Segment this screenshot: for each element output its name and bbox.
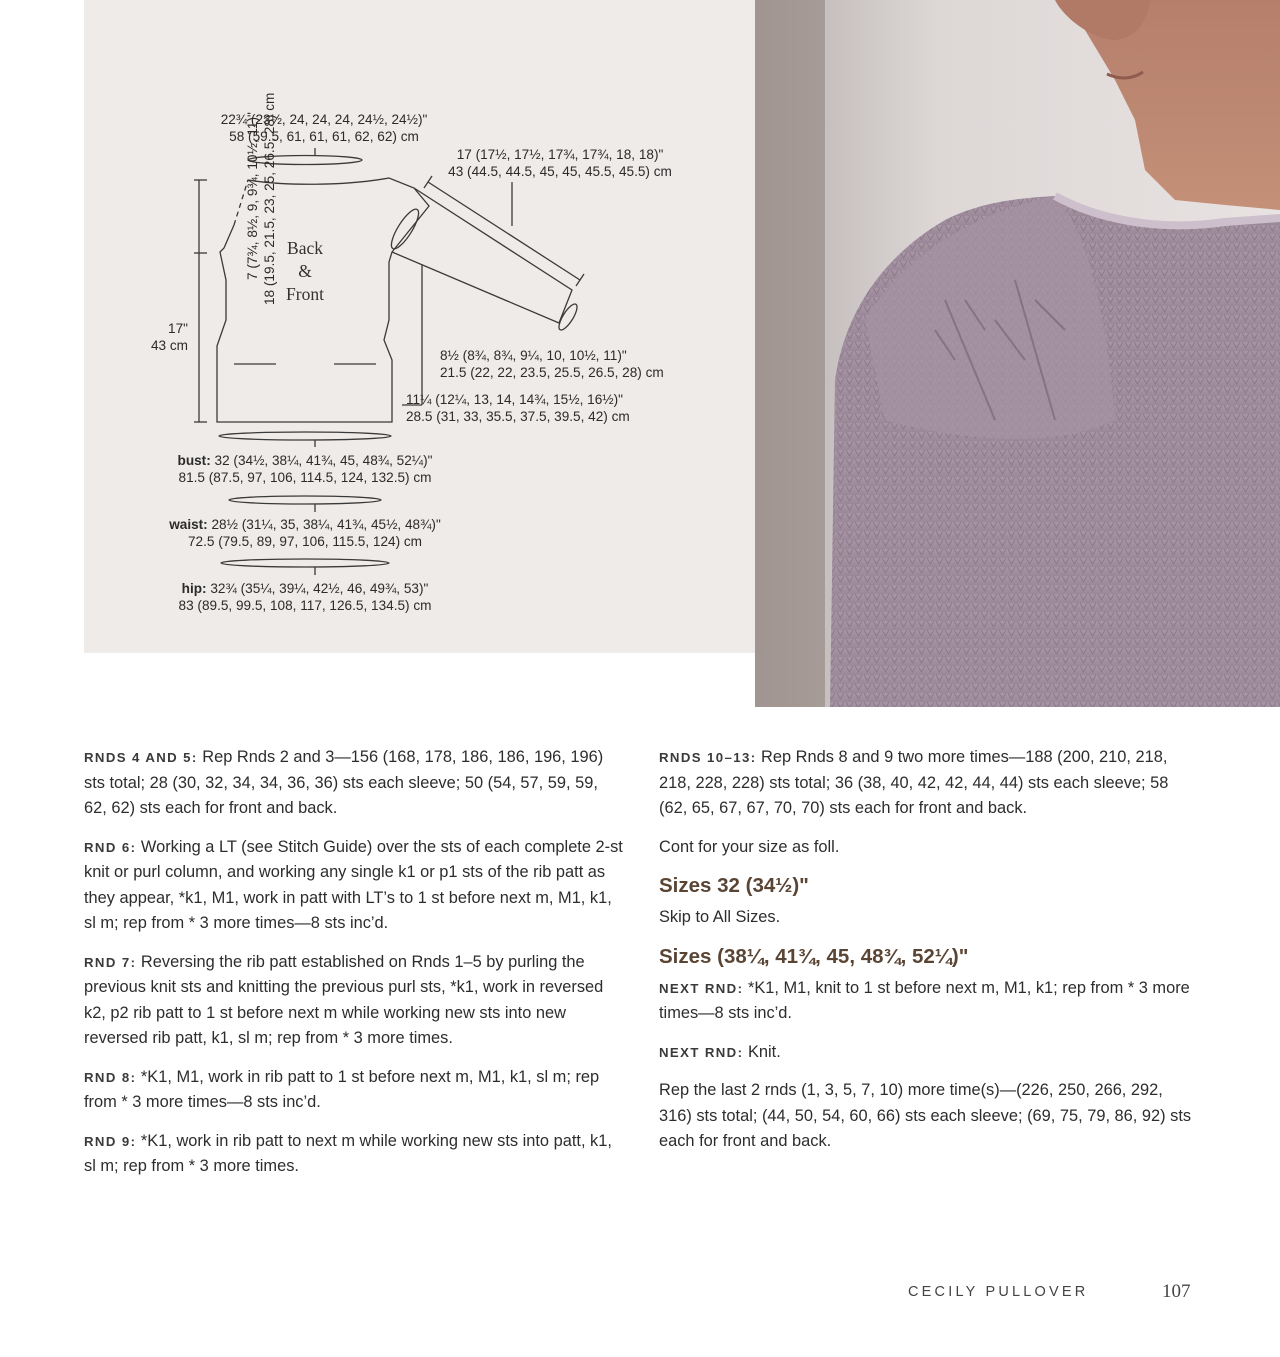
- upper-arm-measure-label: [406, 391, 630, 425]
- body-length-cm: 43 cm: [150, 338, 188, 353]
- back-and-front-label: [270, 237, 340, 306]
- rnd-9-text: *K1, work in rib patt to next m while working new sts into patt, k1, sl m; rep from * 3 more times.: [84, 1131, 612, 1175]
- back-label: Back: [287, 238, 323, 258]
- bust-measure-label: [140, 452, 470, 486]
- page-number: 107: [1162, 1281, 1191, 1302]
- sweater-photo-illustration: [755, 0, 1280, 707]
- hip-measure-label: [140, 580, 470, 614]
- bust-measure-cm: 81.5 (87.5, 97, 106, 114.5, 124, 132.5) cm: [178, 470, 432, 485]
- rnd-8-label: RND 8:: [84, 1069, 137, 1085]
- rnd-7-text: Reversing the rib patt established on Rnds 1–5 by purling the previous knit sts and knitting the previous purl sts, *k1, work in reversed k2, p2 rib patt to 1 st before next m while working new sts into new reversed rib patt, k1, sl m; rep from * 3 more times.: [84, 952, 604, 1047]
- waist-label: waist:: [169, 517, 208, 532]
- waist-measure-label: [140, 516, 470, 550]
- waist-measure-in: 28½ (31¼, 35, 38¼, 41¾, 45½, 48¾)": [207, 517, 441, 532]
- sizes-38-heading: Sizes (38¼, 41¾, 45, 48¾, 52¼)": [659, 944, 969, 968]
- sizes-32-heading: Sizes 32 (34½)": [659, 874, 809, 897]
- next-rnd-1-label: NEXT RND:: [659, 980, 744, 996]
- rnd-9-label: RND 9:: [84, 1133, 137, 1149]
- front-label: Front: [286, 284, 324, 304]
- bust-label: bust:: [177, 453, 211, 468]
- waist-measure-cm: 72.5 (79.5, 89, 97, 106, 115.5, 124) cm: [187, 534, 423, 549]
- ampersand-label: &: [298, 261, 312, 281]
- neck-measure-in: 22¾ (23½, 24, 24, 24, 24½, 24½)": [220, 112, 428, 127]
- rnd-9-paragraph: [84, 1129, 624, 1180]
- yoke-depth-label-in: 7 (7¾, 8½, 9, 9¾, 10½, 11)": [245, 112, 260, 280]
- footer-pattern-title: CECILY PULLOVER: [908, 1284, 1089, 1300]
- instructions-left-column: [84, 745, 624, 1193]
- bust-measure-in: 32 (34½, 38¼, 41¾, 45, 48¾, 52¼)": [210, 453, 433, 468]
- cont-paragraph: Cont for your size as foll.: [659, 837, 840, 856]
- skip-paragraph: Skip to All Sizes.: [659, 908, 781, 926]
- neck-measure-cm: 58 (59.5, 61, 61, 61, 62, 62) cm: [229, 129, 419, 144]
- wrist-measure-cm: 21.5 (22, 22, 23.5, 25.5, 26.5, 28) cm: [440, 365, 664, 380]
- sweater-photo: [755, 0, 1280, 707]
- rnd-7-label: RND 7:: [84, 954, 137, 970]
- hip-measure-in: 32¾ (35¼, 39¼, 42½, 46, 49¾, 53)": [206, 581, 429, 596]
- upper-arm-measure-cm: 28.5 (31, 33, 35.5, 37.5, 39.5, 42) cm: [406, 409, 630, 424]
- rnd-8-paragraph: [84, 1065, 624, 1116]
- rnds-10-13-label: RNDS 10–13:: [659, 750, 757, 765]
- upper-arm-measure-in: 11¼ (12¼, 13, 14, 14¾, 15½, 16½)": [406, 392, 623, 407]
- wrist-measure-in: 8½ (8¾, 8¾, 9¼, 10, 10½, 11)": [440, 348, 627, 363]
- yoke-depth-label-cm: 18 (19.5, 21.5, 23, 25, 26.5, 28) cm: [262, 92, 277, 305]
- rnds-10-13-text: Rep Rnds 8 and 9 two more times—188 (200, 210, 218, 218, 228, 228) sts total; 36 (38, 40, 42, 42, 44, 44) sts each sleeve; 58 (62, 65, 67, 67, 70, 70) sts each for front and back.: [659, 748, 1169, 817]
- rnd-6-text: Working a LT (see Stitch Guide) over the sts of each complete 2-st knit or purl column, and working any single k1 or p1 sts of the rib patt as they appear, *k1, M1, work in patt with LT’s to 1 st before next m, M1, k1, sl m; rep from * 3 more times—8 sts inc’d.: [84, 837, 623, 932]
- sleeve-length-label: [420, 146, 700, 180]
- next-rnd-2-paragraph: [659, 1040, 1199, 1066]
- schematic-panel: [84, 0, 755, 653]
- rnds-4-5-label: RNDS 4 AND 5:: [84, 750, 198, 765]
- rnd-8-text: *K1, M1, work in rib patt to 1 st before next m, M1, k1, sl m; rep from * 3 more times—8 sts inc’d.: [84, 1067, 600, 1111]
- hip-label: hip:: [181, 581, 207, 596]
- rnds-10-13-paragraph: [659, 745, 1199, 822]
- wrist-measure-label: [440, 347, 664, 381]
- sleeve-length-in: 17 (17½, 17½, 17¾, 17¾, 18, 18)": [456, 147, 664, 162]
- instructions-right-column: [659, 745, 1199, 1168]
- rnd-6-label: RND 6:: [84, 839, 137, 855]
- rnd-7-paragraph: [84, 950, 624, 1052]
- next-rnd-1-text: *K1, M1, knit to 1 st before next m, M1, k1; rep from * 3 more times—8 sts inc’d.: [659, 978, 1190, 1022]
- next-rnd-1-paragraph: [659, 976, 1199, 1027]
- next-rnd-2-text: Knit.: [743, 1042, 781, 1061]
- body-length-in: 17": [168, 321, 188, 336]
- hip-measure-cm: 83 (89.5, 99.5, 108, 117, 126.5, 134.5) cm: [178, 598, 432, 613]
- rep-paragraph: Rep the last 2 rnds (1, 3, 5, 7, 10) more time(s)—(226, 250, 266, 292, 316) sts total; (44, 50, 54, 60, 66) sts each sleeve; (69, 75, 79, 86, 92) sts each for front and back.: [659, 1081, 1192, 1150]
- rnd-6-paragraph: [84, 835, 624, 937]
- next-rnd-2-label: NEXT RND:: [659, 1044, 744, 1060]
- neck-measure-label: [204, 111, 444, 145]
- sleeve-length-cm: 43 (44.5, 44.5, 45, 45, 45.5, 45.5) cm: [448, 164, 672, 179]
- body-length-label: [140, 320, 188, 354]
- rnds-4-5-paragraph: [84, 745, 624, 822]
- rnds-4-5-text: Rep Rnds 2 and 3—156 (168, 178, 186, 186, 196, 196) sts total; 28 (30, 32, 34, 34, 36, 36) sts each sleeve; 50 (54, 57, 59, 59, 62, 62) sts each for front and back.: [84, 748, 604, 817]
